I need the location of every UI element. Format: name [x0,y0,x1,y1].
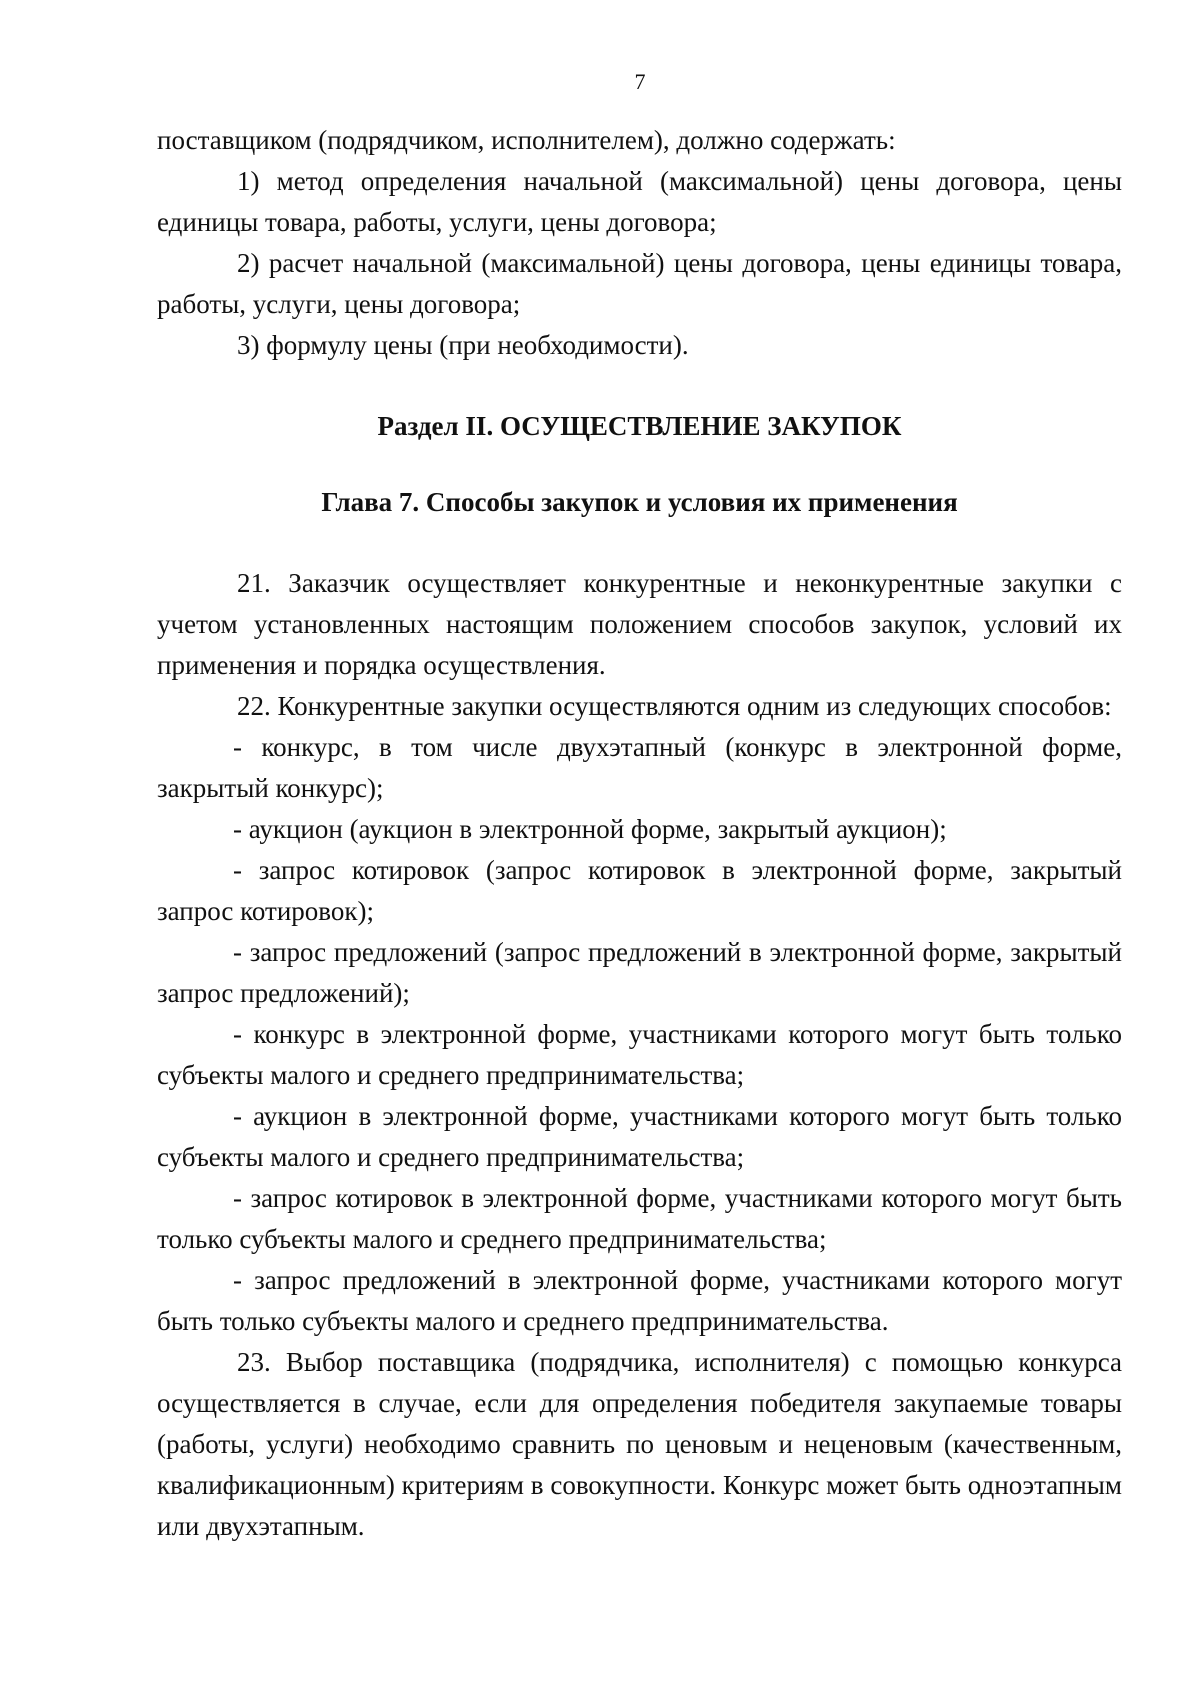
list-item-method: 1) метод определения начальной (максимальной) цены договора, цены единицы товара, работы, услуги, цены договора; [157,166,1122,237]
section-heading: Раздел II. ОСУЩЕСТВЛЕНИЕ ЗАКУПОК [377,411,902,441]
method-item-sme-proposal-request: - запрос предложений в электронной форме, участниками которого могут быть только субъекты малого и среднего предпринимательства. [157,1265,1122,1336]
page-number: 7 [634,69,646,94]
method-item-tender: - конкурс, в том числе двухэтапный (конкурс в электронной форме, закрытый конкурс); [157,732,1122,803]
method-item-quotation-request: - запрос котировок (запрос котировок в электронной форме, закрытый запрос котировок); [157,855,1122,926]
method-item-sme-auction: - аукцион в электронной форме, участниками которого могут быть только субъекты малого и среднего предпринимательства; [157,1101,1122,1172]
document-body [157,120,1122,1547]
method-item-proposal-request: - запрос предложений (запрос предложений в электронной форме, закрытый запрос предложений); [157,937,1122,1008]
paragraph-23: 23. Выбор поставщика (подрядчика, исполнителя) с помощью конкурса осуществляется в случае, если для определения победителя закупаемые товары (работы, услуги) необходимо сравнить по ценовым и неценовым (качественным, квалификационным) критериям в совокупности. Конкурс может быть одноэтапным или двухэтапным. [157,1347,1122,1541]
paragraph-22: 22. Конкурентные закупки осуществляются одним из следующих способов: [237,691,1112,721]
method-item-auction: - аукцион (аукцион в электронной форме, закрытый аукцион); [233,814,947,844]
chapter-heading: Глава 7. Способы закупок и условия их применения [321,487,958,517]
paragraph-continuation: поставщиком (подрядчиком, исполнителем), должно содержать: [157,125,896,155]
paragraph-21: 21. Заказчик осуществляет конкурентные и неконкурентные закупки с учетом установленных настоящим положением способов закупок, условий их применения и порядка осуществления. [157,568,1122,680]
method-item-sme-quotation-request: - запрос котировок в электронной форме, участниками которого могут быть только субъекты малого и среднего предпринимательства; [157,1183,1122,1254]
method-item-sme-tender: - конкурс в электронной форме, участниками которого могут быть только субъекты малого и среднего предпринимательства; [157,1019,1122,1090]
list-item-formula: 3) формулу цены (при необходимости). [237,330,689,360]
list-item-calculation: 2) расчет начальной (максимальной) цены договора, цены единицы товара, работы, услуги, цены договора; [157,248,1122,319]
